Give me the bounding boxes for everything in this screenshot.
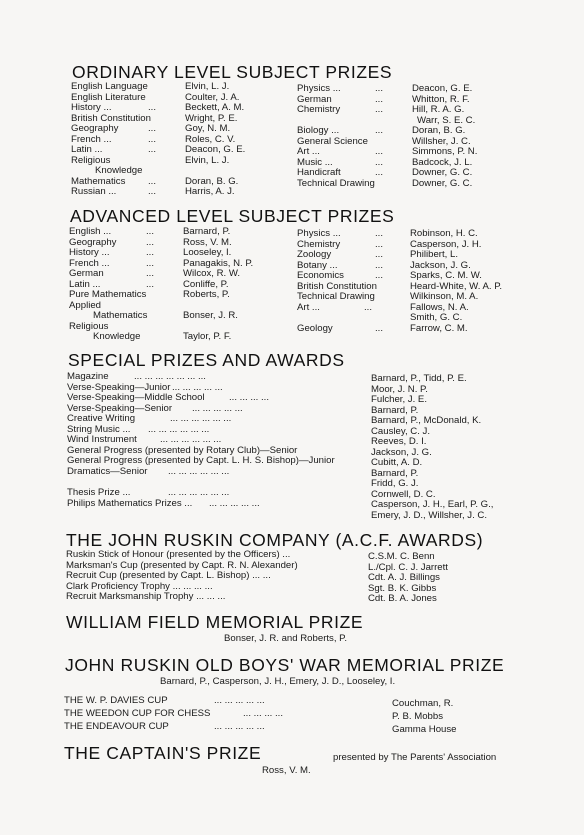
advanced-subject: History ... (69, 247, 110, 258)
cup-label: THE ENDEAVOUR CUP (64, 721, 169, 732)
ruskin-company-heading: THE JOHN RUSKIN COMPANY (A.C.F. AWARDS) (66, 530, 484, 550)
ordinary-dots: ... (375, 146, 383, 157)
ordinary-dots: ... (375, 83, 383, 94)
ordinary-dots: ... (148, 175, 156, 187)
advanced-subject: Geography (69, 236, 117, 248)
cup-winner: P. B. Mobbs (392, 711, 444, 722)
ordinary-subject: Latin ... (71, 144, 103, 155)
william-field-winners: Bonser, J. R. and Roberts, P. (224, 633, 348, 644)
special-winner: Barnard, P., McDonald, K. (371, 415, 482, 426)
advanced-dots: ... (146, 278, 154, 290)
ordinary-winner: Doran, B. G. (185, 175, 239, 187)
advanced-subject: Applied (69, 299, 102, 311)
special-winner: Casperson, J. H., Earl, P. G., (371, 499, 494, 510)
ordinary-subject: Geography (71, 123, 119, 134)
ruskin-winner: Sgt. B. K. Gibbs (368, 582, 437, 594)
ordinary-winner: Downer, G. C. (412, 167, 473, 178)
ordinary-dots: ... (375, 104, 383, 115)
captains-prize-winner: Ross, V. M. (262, 765, 311, 776)
ordinary-subject: Music ... (297, 156, 333, 168)
ordinary-subject: English Language (71, 81, 148, 92)
special-winner: Causley, C. J. (371, 425, 431, 437)
advanced-subject: German (69, 268, 104, 279)
advanced-winner: Panagakis, N. P. (183, 257, 254, 269)
captains-prize-heading: THE CAPTAIN'S PRIZE (64, 743, 262, 763)
special-label: Verse-Speaking—Junior (67, 381, 171, 393)
ordinary-winner: Downer, G. C. (412, 177, 473, 189)
ordinary-dots: ... (375, 93, 383, 105)
ordinary-subject: English Literature (71, 91, 146, 103)
advanced-winner: Wilcox, R. W. (183, 268, 241, 279)
advanced-subject: British Constitution (297, 280, 377, 292)
advanced-dots: ... (146, 247, 154, 258)
advanced-dots: ... (375, 228, 383, 239)
advanced-dots: ... (375, 259, 383, 271)
ruskin-label: Ruskin Stick of Honour (presented by the Officers) ... (66, 549, 291, 560)
ordinary-dots: ... (148, 186, 156, 197)
ordinary-subject: German (297, 93, 332, 105)
special-winner: Reeves, D. I. (371, 436, 427, 447)
special-dots: ... ... ... ... ... ... (148, 423, 210, 435)
advanced-winner: Conliffe, P. (183, 278, 229, 290)
advanced-subject: Physics ... (297, 228, 341, 239)
cup-winner: Couchman, R. (392, 698, 454, 709)
special-label: Verse-Speaking—Middle School (67, 392, 205, 403)
advanced-dots: ... (146, 268, 154, 279)
advanced-subject: Pure Mathematics (69, 289, 147, 300)
ordinary-subject: French ... (71, 133, 112, 145)
advanced-subject: Zoology (297, 249, 332, 260)
cup-label: THE WEEDON CUP FOR CHESS (64, 708, 211, 719)
ordinary-dots: ... (148, 133, 156, 145)
advanced-subject: Latin ... (69, 278, 101, 290)
ruskin-label: Recruit Cup (presented by Capt. L. Bishop) ... ... (66, 570, 271, 581)
special-winner: Fulcher, J. E. (371, 394, 427, 405)
special-dots: ... ... ... ... ... (192, 402, 243, 414)
ordinary-winner: Harris, A. J. (185, 186, 235, 197)
advanced-winner: Barnard, P. (183, 226, 231, 237)
old-boys-prize-heading: JOHN RUSKIN OLD BOYS' WAR MEMORIAL PRIZE (65, 655, 505, 675)
special-label: Thesis Prize ... (67, 487, 131, 498)
advanced-dots: ... (375, 270, 383, 281)
advanced-subject: Economics (297, 270, 344, 281)
ruskin-label: Marksman's Cup (presented by Capt. R. N. Alexander) (66, 559, 298, 571)
ruskin-label: Recruit Marksmanship Trophy ... ... ... (66, 591, 226, 602)
ordinary-subject: Russian ... (71, 186, 117, 197)
ordinary-winner: Whitton, R. F. (412, 93, 470, 105)
advanced-winner: Farrow, C. M. (410, 322, 468, 334)
ordinary-winner: Badcock, J. L. (412, 156, 473, 168)
ruskin-winner: L./Cpl. C. J. Jarrett (368, 561, 448, 573)
special-label: Philips Mathematics Prizes ... (67, 497, 193, 509)
advanced-subject: Knowledge (93, 331, 141, 342)
ordinary-subject: Handicraft (297, 167, 341, 178)
advanced-dots: ... (375, 322, 383, 334)
special-label: Creative Writing (67, 413, 136, 424)
advanced-dots: ... (364, 301, 372, 313)
special-winner: Cornwell, D. C. (371, 488, 436, 500)
advanced-winner: Sparks, C. M. W. (410, 270, 482, 281)
special-label: Wind Instrument (67, 434, 137, 445)
cup-dots: ... ... ... ... ... (214, 721, 265, 732)
ordinary-dots: ... (148, 144, 156, 155)
ordinary-dots: ... (148, 102, 156, 113)
special-winner: Barnard, P. (371, 404, 419, 416)
ordinary-winner: Hill, R. A. G. (412, 104, 465, 115)
special-dots: ... ... ... ... ... ... (170, 413, 232, 424)
ordinary-level-heading: ORDINARY LEVEL SUBJECT PRIZES (72, 62, 393, 82)
special-prizes-heading: SPECIAL PRIZES AND AWARDS (68, 350, 345, 370)
advanced-dots: ... (375, 249, 383, 260)
special-winner: Fridd, G. J. (371, 478, 419, 489)
ordinary-winner: Elvin, L. J. (185, 154, 230, 166)
special-label: Dramatics—Senior (67, 465, 148, 477)
advanced-subject: Mathematics (93, 310, 148, 321)
ordinary-winner: Wright, P. E. (185, 112, 238, 124)
special-label: String Music ... (67, 423, 131, 435)
ordinary-subject: Art ... (297, 146, 320, 157)
advanced-subject: Geology (297, 322, 333, 334)
advanced-subject: Botany ... (297, 259, 338, 271)
advanced-level-heading: ADVANCED LEVEL SUBJECT PRIZES (70, 206, 395, 226)
special-dots: ... ... ... ... ... ... (168, 465, 230, 477)
advanced-winner: Wilkinson, M. A. (410, 291, 479, 302)
advanced-winner: Robinson, H. C. (410, 228, 478, 239)
cup-dots: ... ... ... ... ... (214, 695, 265, 706)
ordinary-subject: Knowledge (95, 165, 143, 176)
old-boys-winners: Barnard, P., Casperson, J. H., Emery, J. D., Looseley, I. (160, 676, 396, 687)
advanced-dots: ... (375, 238, 383, 250)
advanced-winner: Bonser, J. R. (183, 310, 238, 321)
advanced-dots: ... (146, 226, 154, 237)
special-label: General Progress (presented by Rotary Club)—Senior (67, 444, 298, 456)
advanced-subject: Technical Drawing (297, 291, 375, 302)
special-winner: Barnard, P. (371, 467, 419, 479)
ordinary-dots: ... (375, 156, 383, 168)
advanced-winner: Smith, G. C. (410, 312, 463, 323)
advanced-subject: Art ... (297, 301, 320, 313)
ordinary-winner: Simmons, P. N. (412, 146, 478, 157)
ordinary-winner: Coulter, J. A. (185, 91, 240, 103)
ordinary-subject: Chemistry (297, 104, 341, 115)
special-label: Magazine (67, 371, 109, 382)
ordinary-dots: ... (375, 167, 383, 178)
cup-dots: ... ... ... ... (243, 708, 283, 719)
advanced-winner: Casperson, J. H. (410, 238, 482, 250)
ruskin-winner: Cdt. B. A. Jones (368, 593, 437, 604)
special-dots: ... ... ... ... (229, 392, 269, 403)
ordinary-subject: History ... (71, 102, 112, 113)
advanced-winner: Fallows, N. A. (410, 301, 469, 313)
ordinary-winner: Goy, N. M. (185, 123, 231, 134)
ruskin-winner: Cdt. A. J. Billings (368, 572, 440, 583)
special-winner: Jackson, J. G. (371, 446, 432, 458)
ordinary-winner: Doran, B. G. (412, 125, 466, 136)
ordinary-winner: Beckett, A. M. (185, 102, 245, 113)
advanced-winner: Roberts, P. (183, 289, 230, 300)
advanced-dots: ... (146, 257, 154, 269)
special-dots: ... ... ... ... ... ... (168, 487, 230, 498)
ordinary-winner: Warr, S. E. C. (417, 114, 476, 126)
ordinary-winner: Elvin, L. J. (185, 81, 230, 92)
special-label: Verse-Speaking—Senior (67, 402, 173, 414)
advanced-winner: Ross, V. M. (183, 236, 232, 248)
ordinary-subject: British Constitution (71, 112, 151, 124)
advanced-dots: ... (146, 236, 154, 248)
ordinary-subject: Physics ... (297, 83, 341, 94)
advanced-winner: Jackson, J. G. (410, 259, 471, 271)
ordinary-subject: Biology ... (297, 125, 340, 136)
special-winner: Cubitt, A. D. (371, 457, 423, 468)
special-dots: ... ... ... ... ... ... (160, 434, 222, 445)
william-field-heading: WILLIAM FIELD MEMORIAL PRIZE (66, 612, 364, 632)
special-label: General Progress (presented by Capt. L. H. S. Bishop)—Junior (67, 455, 335, 466)
ordinary-dots: ... (148, 123, 156, 134)
advanced-winner: Heard-White, W. A. P. (410, 280, 503, 292)
ordinary-winner: Deacon, G. E. (412, 83, 473, 94)
advanced-subject: Religious (69, 320, 109, 332)
advanced-subject: Chemistry (297, 238, 341, 250)
advanced-subject: English ... (69, 226, 112, 237)
ordinary-subject: General Science (297, 135, 368, 147)
ordinary-winner: Deacon, G. E. (185, 144, 246, 155)
advanced-winner: Philibert, L. (410, 249, 458, 260)
advanced-winner: Looseley, I. (183, 247, 232, 258)
special-dots: ... ... ... ... ... (172, 381, 223, 393)
ordinary-subject: Technical Drawing (297, 177, 375, 189)
captains-prize-presented-by: presented by The Parents' Association (333, 752, 497, 763)
cup-winner: Gamma House (392, 724, 457, 735)
advanced-subject: French ... (69, 257, 110, 269)
advanced-winner: Taylor, P. F. (183, 331, 232, 342)
special-dots: ... ... ... ... ... (209, 497, 260, 509)
ruskin-label: Clark Proficiency Trophy ... ... ... ... (66, 580, 213, 592)
special-dots: ... ... ... ... ... ... ... (134, 371, 206, 382)
ruskin-winner: C.S.M. C. Benn (368, 551, 435, 562)
ordinary-dots: ... (375, 125, 383, 136)
special-winner: Moor, J. N. P. (371, 383, 428, 395)
ordinary-subject: Religious (71, 154, 111, 166)
special-winner: Barnard, P., Tidd, P. E. (371, 373, 467, 384)
ordinary-winner: Willsher, J. C. (412, 135, 471, 147)
special-winner: Emery, J. D., Willsher, J. C. (371, 509, 488, 521)
ordinary-winner: Roles, C. V. (185, 133, 236, 145)
ordinary-subject: Mathematics (71, 175, 126, 187)
cup-label: THE W. P. DAVIES CUP (64, 695, 168, 706)
